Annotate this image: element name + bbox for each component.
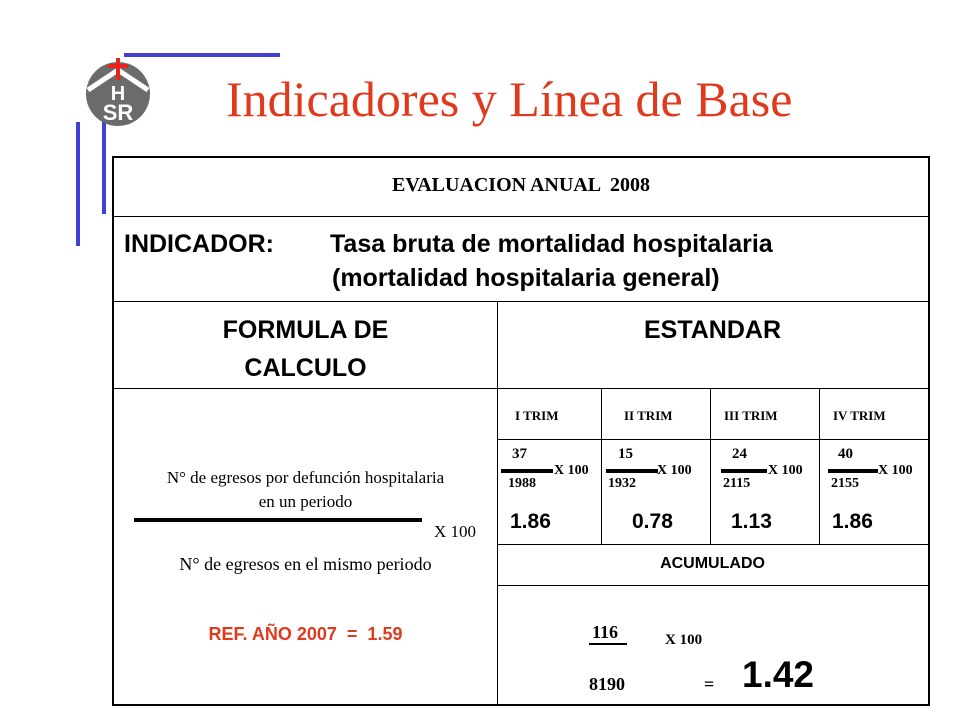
svg-text:H: H [110, 83, 126, 105]
row-divider-accumulated-bottom [497, 585, 928, 586]
table-header: EVALUACION ANUAL 2008 [391, 174, 650, 196]
hospital-logo-icon [78, 52, 158, 130]
accumulated-multiplier: X 100 [665, 632, 703, 648]
formula-multiplier: X 100 [434, 522, 477, 541]
quarter-1-denominator: 1988 [508, 476, 536, 491]
accumulated-fraction-bar [589, 643, 627, 645]
quarter-2-numerator: 15 [618, 446, 633, 462]
col-formula-heading-line1: FORMULA DE [222, 316, 389, 344]
quarter-1-result: 1.86 [510, 510, 551, 533]
row-divider-indicator [114, 301, 928, 302]
quarter-1-numerator: 37 [512, 446, 527, 462]
quarter-2-result: 0.78 [632, 510, 673, 533]
svg-text:SR: SR [102, 100, 134, 125]
quarter-label-2: II TRIM [624, 408, 673, 423]
quarter-4-denominator: 2155 [831, 476, 859, 491]
quarter-label-4: IV TRIM [833, 408, 886, 423]
accumulated-equals: = [704, 674, 715, 694]
accumulated-numerator: 116 [592, 622, 619, 642]
indicator-label: INDICADOR: [124, 230, 274, 258]
quarter-2-denominator: 1932 [608, 476, 636, 491]
quarter-4-result: 1.86 [832, 510, 873, 533]
row-divider-header [114, 216, 928, 217]
col-divider-q2 [710, 389, 711, 544]
accumulated-label: ACUMULADO [660, 555, 765, 572]
quarter-4-numerator: 40 [838, 446, 853, 462]
col-standard-heading: ESTANDAR [643, 316, 782, 344]
formula-numerator-line2: en un periodo [258, 492, 353, 511]
accumulated-result: 1.42 [742, 654, 815, 695]
formula-fraction-bar [134, 518, 422, 522]
quarter-label-3: III TRIM [724, 408, 778, 423]
quarter-1-multiplier: X 100 [554, 463, 589, 478]
row-divider-columns [114, 388, 928, 389]
formula-denominator: N° de egresos en el mismo periodo [179, 554, 432, 574]
col-divider-q3 [819, 389, 820, 544]
formula-reference: REF. AÑO 2007 = 1.59 [208, 624, 403, 644]
col-divider-q1 [601, 389, 602, 544]
row-divider-quarters [497, 439, 928, 440]
indicator-line-1: Tasa bruta de mortalidad hospitalaria [330, 230, 773, 258]
col-formula-heading-line2: CALCULO [244, 354, 367, 382]
formula-numerator-line1: N° de egresos por defunción hospitalaria [166, 468, 445, 487]
quarter-label-1: I TRIM [515, 408, 559, 423]
quarter-3-fraction-bar [721, 469, 767, 473]
indicator-table [112, 156, 930, 706]
indicator-line-2: (mortalidad hospitalaria general) [332, 264, 720, 292]
row-divider-accumulated-top [497, 544, 928, 545]
accent-line-vertical-left [76, 122, 80, 246]
slide-title: Indicadores y Línea de Base [226, 71, 793, 127]
quarter-2-fraction-bar [606, 469, 658, 473]
accumulated-denominator: 8190 [589, 674, 625, 694]
quarter-2-multiplier: X 100 [657, 463, 692, 478]
quarter-3-numerator: 24 [732, 446, 747, 462]
quarter-1-fraction-bar [501, 469, 553, 473]
quarter-3-denominator: 2115 [723, 476, 751, 491]
quarter-4-fraction-bar [828, 469, 878, 473]
col-divider-main [497, 301, 498, 704]
quarter-3-multiplier: X 100 [768, 463, 803, 478]
quarter-4-multiplier: X 100 [878, 463, 913, 478]
quarter-3-result: 1.13 [731, 510, 772, 533]
